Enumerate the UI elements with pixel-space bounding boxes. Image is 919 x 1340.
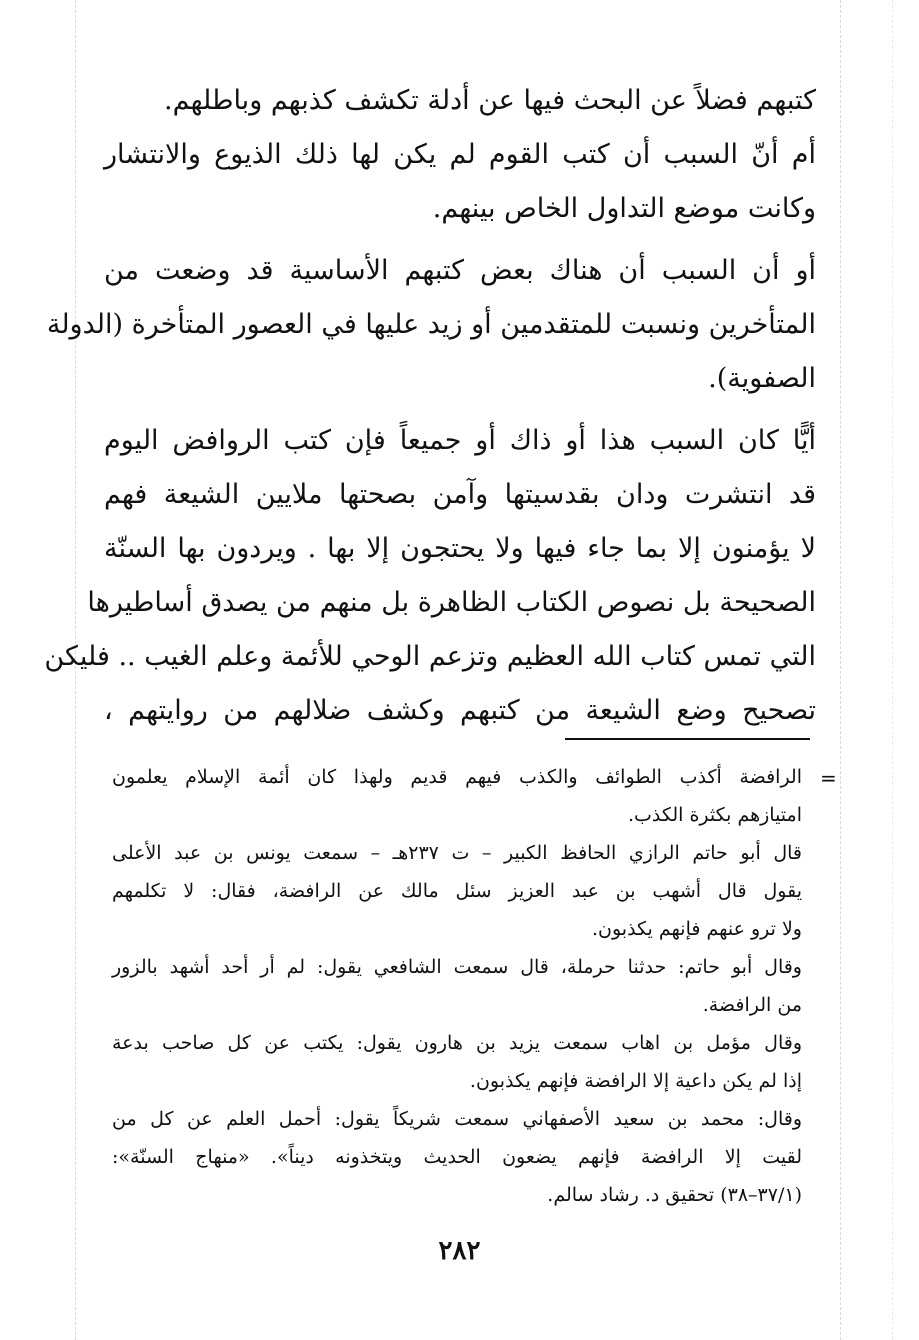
footnote-line: قال أبو حاتم الرازي الحافظ الكبير – ت ٢٣٧هـ – سمعت يونس بن عبد الأعلى xyxy=(112,842,802,864)
text-line: الصفوية). xyxy=(708,363,816,394)
footnote-line: الرافضة أكذب الطوائف والكذب فيهم قديم ولهذا كان أئمة الإسلام يعلمون xyxy=(112,766,802,788)
footnote-line: لقيت إلا الرافضة فإنهم يضعون الحديث ويتخذونه ديناً». «منهاج السنّة»: xyxy=(112,1146,802,1168)
footnote-line: ولا ترو عنهم فإنهم يكذبون. xyxy=(591,918,802,940)
footnotes-section xyxy=(112,758,814,1214)
footnote-line: وقال مؤمل بن اهاب سمعت يزيد بن هارون يقول: يكتب عن كل صاحب بدعة xyxy=(112,1032,802,1054)
footnote-line: وقال أبو حاتم: حدثنا حرملة، قال سمعت الشافعي يقول: لم أر أحد أشهد بالزور xyxy=(112,956,802,978)
text-line: التي تمس كتاب الله العظيم وتزعم الوحي للأئمة وعلم الغيب .. فليكن xyxy=(44,641,816,672)
main-text-body xyxy=(44,74,816,738)
footnote-line: يقول قال أشهب بن عبد العزيز سئل مالك عن الرافضة، فقال: لا تكلمهم xyxy=(112,880,802,902)
scan-guide-line-edge xyxy=(892,0,893,1340)
footnote-line: (٣٧/١–٣٨) تحقيق د. رشاد سالم. xyxy=(547,1184,802,1206)
footnote-paragraph xyxy=(112,758,814,834)
footnote-paragraph xyxy=(112,834,814,948)
footnote-paragraph xyxy=(112,1100,814,1214)
text-line: أو أن السبب أن هناك بعض كتبهم الأساسية قد وضعت من xyxy=(104,255,816,286)
text-line: كتبهم فضلاً عن البحث فيها عن أدلة تكشف كذبهم وباطلهم. xyxy=(164,85,816,116)
text-line: المتأخرين ونسبت للمتقدمين أو زيد عليها في العصور المتأخرة (الدولة xyxy=(46,309,816,340)
scan-guide-line-right xyxy=(840,0,841,1340)
footnote-continuation-marker: = xyxy=(820,766,837,790)
text-line: الصحيحة بل نصوص الكتاب الظاهرة بل منهم من يصدق أساطيرها xyxy=(87,587,816,618)
footnote-line: إذا لم يكن داعية إلا الرافضة فإنهم يكذبون. xyxy=(469,1070,802,1092)
text-line: أيًّا كان السبب هذا أو ذاك أو جميعاً فإن كتب الروافض اليوم xyxy=(104,425,816,456)
paragraph xyxy=(104,128,816,236)
footnote-line: من الرافضة. xyxy=(702,994,802,1016)
footnote-line: امتيازهم بكثرة الكذب. xyxy=(627,804,802,826)
text-line: أم أنّ السبب أن كتب القوم لم يكن لها ذلك الذيوع والانتشار xyxy=(104,139,816,170)
footnote-line: وقال: محمد بن سعيد الأصفهاني سمعت شريكاً يقول: أحمل العلم عن كل من xyxy=(112,1108,802,1130)
text-line: لا يؤمنون إلا بما جاء فيها ولا يحتجون إلا بها . ويردون بها السنّة xyxy=(104,533,816,564)
text-line: وكانت موضع التداول الخاص بينهم. xyxy=(432,193,816,224)
footnote-paragraph xyxy=(112,948,814,1024)
text-line: قد انتشرت ودان بقدسيتها وآمن بصحتها ملايين الشيعة فهم xyxy=(104,479,816,510)
paragraph xyxy=(46,244,816,406)
paragraph xyxy=(104,74,816,128)
footnote-paragraph xyxy=(112,1024,814,1100)
footnote-separator xyxy=(565,738,810,740)
paragraph xyxy=(44,414,816,738)
page-number: ٢٨٢ xyxy=(438,1236,481,1266)
text-line: تصحيح وضع الشيعة من كتبهم وكشف ضلالهم من روايتهم ، xyxy=(104,695,816,726)
